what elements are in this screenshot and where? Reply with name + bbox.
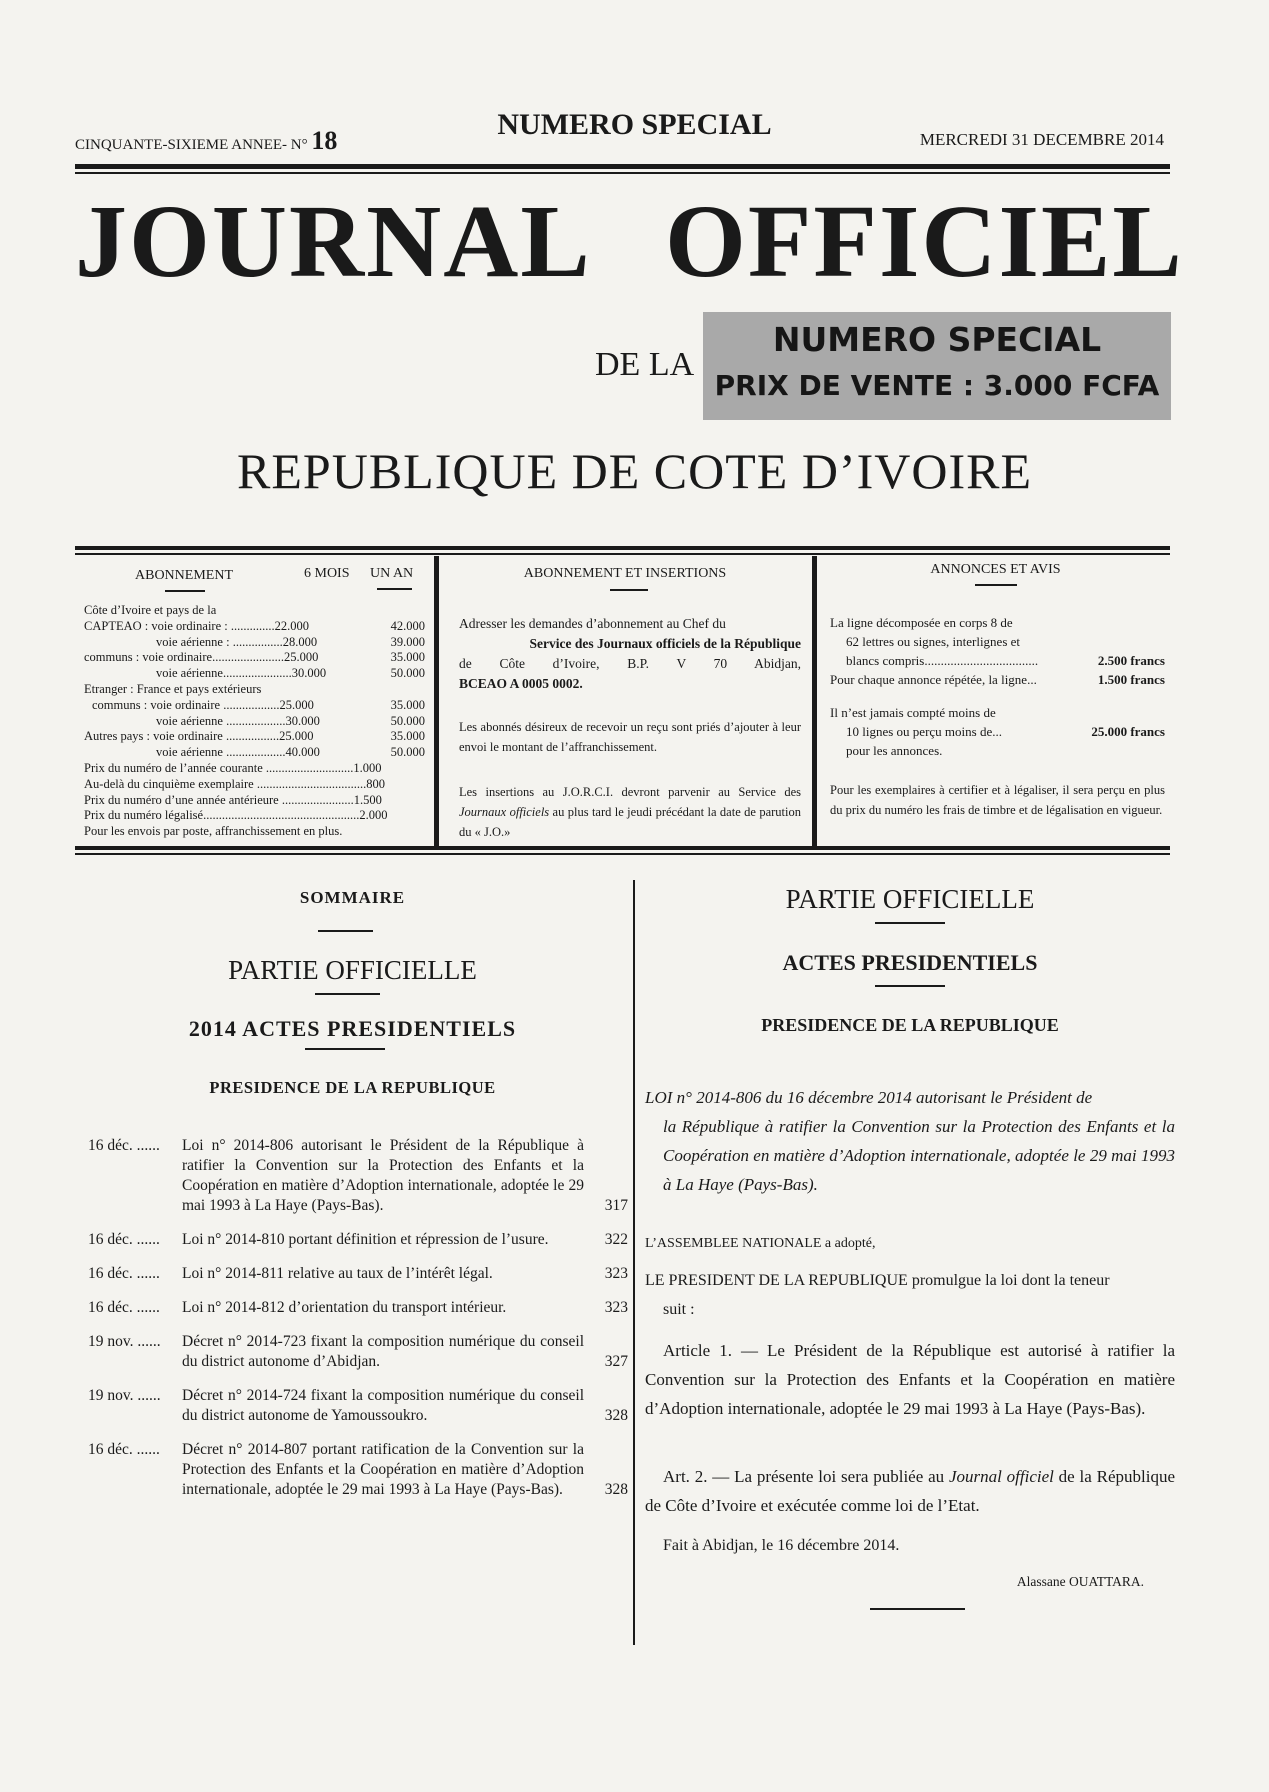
annonce-line: La ligne décomposée en corps 8 de [830, 615, 1013, 630]
edition-prefix: CINQUANTE-SIXIEME ANNEE- N° [75, 137, 308, 153]
toc-entry[interactable] [88, 1264, 628, 1284]
rate-an: 50.000 [390, 666, 425, 681]
subscription-top-rule [75, 546, 1170, 550]
rate-line: Côte d’Ivoire et pays de la [84, 603, 217, 617]
toc-description: Décret n° 2014-807 portant ratification de la Convention sur la Protection des Enfants et la Coopération en matière d’Adoption internationale, adoptée le 29 mai 1993 à La Haye (Pays-Bas). [182, 1441, 584, 1498]
rate-line: voie aérienne ...................40.000 [156, 745, 320, 760]
address-line: Adresser les demandes d’abonnement au Chef du [459, 616, 726, 631]
header-rule-thick [75, 164, 1170, 169]
masthead-word-journal: JOURNAL [75, 184, 592, 299]
toc-page: 328 [604, 1407, 628, 1424]
annonce-line: Pour chaque annonce répétée, la ligne... [830, 672, 1037, 687]
rate-line: communs : voie ordinaire ..................25.000 [92, 697, 314, 712]
legalisation-note: Pour les exemplaires à certifier et à légaliser, il sera perçu en plus du prix du numéro les frais de timbre et de légalisation en vigueur. [830, 783, 1165, 817]
main-partie-underline [875, 922, 945, 924]
signature-name: Alassane OUATTARA. [1016, 1574, 1144, 1589]
toc-date: 16 déc. ...... [88, 1265, 160, 1282]
rate-an: 50.000 [390, 745, 425, 760]
issue-date: MERCREDI 31 DECEMBRE 2014 [919, 130, 1164, 149]
sommaire-title: SOMMAIRE [299, 888, 406, 907]
toc-entry[interactable] [88, 1230, 628, 1250]
toc-description: Décret n° 2014-724 fixant la composition numérique du conseil du district autonome de Yamoussoukro. [182, 1387, 584, 1424]
main-presidence: PRESIDENCE DE LA REPUBLIQUE [761, 1015, 1059, 1035]
rate-line: Pour les envois par poste, affranchissement en plus. [84, 824, 343, 839]
address-line: de Côte d’Ivoire, B.P. V 70 Abidjan, [459, 656, 801, 671]
col2-underline [610, 589, 648, 591]
sommaire-actes-underline [305, 1048, 385, 1050]
sommaire-presidence: PRESIDENCE DE LA REPUBLIQUE [209, 1078, 496, 1097]
annonce-line: blancs compris................................... [846, 653, 1039, 668]
rate-line: Prix du numéro de l’année courante ............................1.000 [84, 760, 382, 775]
sommaire-partie: PARTIE OFFICIELLE [228, 955, 477, 985]
rate-line: voie aérienne ...................30.000 [156, 713, 320, 728]
special-box-title: NUMERO SPECIAL [772, 320, 1102, 359]
loi-title [645, 1083, 1175, 1199]
rate-line: CAPTEAO : voie ordinaire : ..............22.000 [84, 618, 309, 633]
toc-page: 327 [604, 1353, 628, 1370]
assemblee-line: L’ASSEMBLEE NATIONALE a adopté, [645, 1236, 876, 1251]
loi-title-rest: la République à ratifier la Convention sur la Protection des Enfants et la Coopération en matière d’Adoption internationale, adoptée le 29 mai 1993 à La Haye (Pays-Bas). [663, 1117, 1175, 1194]
col3-underline [975, 584, 1017, 586]
toc-date: 16 déc. ...... [88, 1137, 160, 1154]
toc-entry[interactable] [88, 1136, 628, 1216]
subscription-top-rule-thin [75, 553, 1170, 555]
toc-entry[interactable] [88, 1298, 628, 1318]
loi-title-line1: LOI n° 2014-806 du 16 décembre 2014 autorisant le Président de [645, 1088, 1093, 1107]
rate-line: Etranger : France et pays extérieurs [84, 681, 262, 696]
sommaire-underline [318, 930, 373, 932]
edition-number: 18 [311, 126, 338, 155]
annonce-line: 10 lignes ou perçu moins de... [846, 724, 1002, 739]
rate-line: Autres pays : voie ordinaire .................25.000 [84, 729, 314, 744]
toc-date: 19 nov. ...... [88, 1333, 161, 1350]
column-divider [633, 880, 635, 1645]
toc-description: Loi n° 2014-806 autorisant le Président de la République à ratifier la Convention sur la Protection des Enfants et la Coopération en matière d’Adoption internationale, adoptée le 29 mai 1993 à La Haye (Pays-Bas). [182, 1137, 584, 1214]
address-line: BCEAO A 0005 0002. [459, 676, 583, 691]
article-2-text-b: Journal officiel [948, 1467, 1054, 1486]
abonnement-insertions-header: ABONNEMENT ET INSERTIONS [523, 566, 727, 581]
rate-line: voie aérienne : ................28.000 [156, 634, 318, 649]
article-1: Article 1. — Le Président de la République est autorisé à ratifier la Convention sur la Protection des Enfants et la Coopération en matière d’Adoption internationale, adoptée le 29 mai 1993 à La Haye (Pays-Bas). [645, 1341, 1175, 1418]
subscription-bottom-rule-thin [75, 853, 1170, 855]
special-price-box [703, 312, 1171, 420]
rate-an: 50.000 [390, 713, 425, 728]
toc-description: Décret n° 2014-723 fixant la composition numérique du conseil du district autonome d’Abidjan. [182, 1333, 584, 1370]
insertions-note [459, 782, 801, 842]
signature-rule [870, 1608, 965, 1610]
toc-description: Loi n° 2014-812 d’orientation du transport intérieur. [182, 1299, 507, 1316]
rate-line: Prix du numéro légalisé..................................................2.000 [84, 808, 388, 823]
rate-line: communs : voie ordinaire.......................25.000 [84, 650, 319, 665]
rate-an: 39.000 [390, 634, 425, 649]
rate-line: voie aérienne......................30.000 [156, 666, 327, 681]
rate-an: 35.000 [390, 650, 425, 665]
annonce-price: 2.500 francs [1097, 653, 1165, 668]
insertions-text-c: au plus tard le jeudi précédant la date de parution du « J.O.» [459, 805, 801, 839]
toc-date: 16 déc. ...... [88, 1231, 160, 1248]
rate-line: Prix du numéro d’une année antérieure .......................1.500 [84, 792, 382, 807]
annonce-line: Il n’est jamais compté moins de [830, 705, 996, 720]
toc-date: 16 déc. ...... [88, 1299, 160, 1316]
article-2 [645, 1462, 1175, 1520]
subscription-rates [84, 603, 429, 840]
subscription-address [459, 614, 801, 694]
toc-description: Loi n° 2014-810 portant définition et répression de l’usure. [182, 1231, 549, 1248]
toc-page: 323 [604, 1265, 628, 1282]
subscription-bottom-rule [75, 846, 1170, 850]
subscription-divider-2 [812, 556, 817, 846]
toc-entry[interactable] [88, 1386, 628, 1426]
toc-description: Loi n° 2014-811 relative au taux de l’intérêt légal. [182, 1265, 493, 1282]
article-2-text-a: Art. 2. — La présente loi sera publiée au [663, 1467, 949, 1486]
toc-entry[interactable] [88, 1332, 628, 1372]
table-of-contents [88, 1136, 628, 1514]
six-mois-header: 6 MOIS [304, 566, 350, 581]
un-an-header: UN AN [370, 566, 414, 581]
toc-entry[interactable] [88, 1440, 628, 1500]
masthead-de-la: DE LA [595, 346, 695, 383]
header-rule-thin [75, 172, 1170, 174]
insertions-text-a: Les insertions au J.O.R.C.I. devront parvenir au Service des [459, 785, 801, 799]
un-an-underline [377, 588, 412, 590]
rate-an: 42.000 [390, 618, 425, 633]
insertions-text-b: Journaux officiels [459, 805, 550, 819]
masthead-word-officiel: OFFICIEL [665, 184, 1184, 299]
president-line2: suit : [663, 1301, 695, 1318]
address-line: Service des Journaux officiels de la République [529, 636, 801, 651]
main-actes-underline [875, 985, 945, 987]
president-line1: LE PRESIDENT DE LA REPUBLIQUE promulgue la loi dont la teneur [645, 1272, 1110, 1289]
abonnement-underline [165, 590, 205, 592]
receipt-note: Les abonnés désireux de recevoir un reçu sont priés d’ajouter à leur envoi le montant de l’affranchissement. [459, 720, 801, 754]
abonnement-header: ABONNEMENT [135, 568, 233, 583]
annonces-header: ANNONCES ET AVIS [930, 562, 1061, 577]
annonce-price: 1.500 francs [1097, 672, 1165, 687]
toc-date: 19 nov. ...... [88, 1387, 161, 1404]
subscription-divider-1 [434, 556, 439, 846]
masthead-title [75, 182, 1184, 301]
sommaire-partie-underline [315, 993, 380, 995]
annonces-rates [830, 613, 1165, 760]
main-actes: ACTES PRESIDENTIELS [782, 950, 1038, 975]
rate-an: 35.000 [390, 729, 425, 744]
toc-page: 323 [604, 1299, 628, 1316]
toc-page: 328 [604, 1481, 628, 1498]
toc-page: 317 [604, 1197, 628, 1214]
main-partie: PARTIE OFFICIELLE [785, 884, 1035, 914]
rate-line: Au-delà du cinquième exemplaire ...................................800 [84, 776, 385, 791]
article-2-text-c: de la République de Côte d’Ivoire et exécutée comme loi de l’Etat. [645, 1467, 1175, 1515]
republique-title: REPUBLIQUE DE COTE D’IVOIRE [237, 443, 1032, 499]
fait-a-abidjan: Fait à Abidjan, le 16 décembre 2014. [663, 1537, 900, 1554]
rate-an: 35.000 [390, 697, 425, 712]
annonce-price: 25.000 francs [1091, 724, 1165, 739]
special-box-price: PRIX DE VENTE : 3.000 FCFA [714, 369, 1160, 402]
annonce-line: 62 lettres ou signes, interlignes et [846, 634, 1021, 649]
toc-page: 322 [604, 1231, 628, 1248]
president-promulgue [645, 1266, 1175, 1324]
sommaire-actes: 2014 ACTES PRESIDENTIELS [188, 1016, 517, 1041]
toc-date: 16 déc. ...... [88, 1441, 160, 1458]
special-label: NUMERO SPECIAL [497, 108, 772, 141]
annonce-line: pour les annonces. [846, 743, 943, 758]
